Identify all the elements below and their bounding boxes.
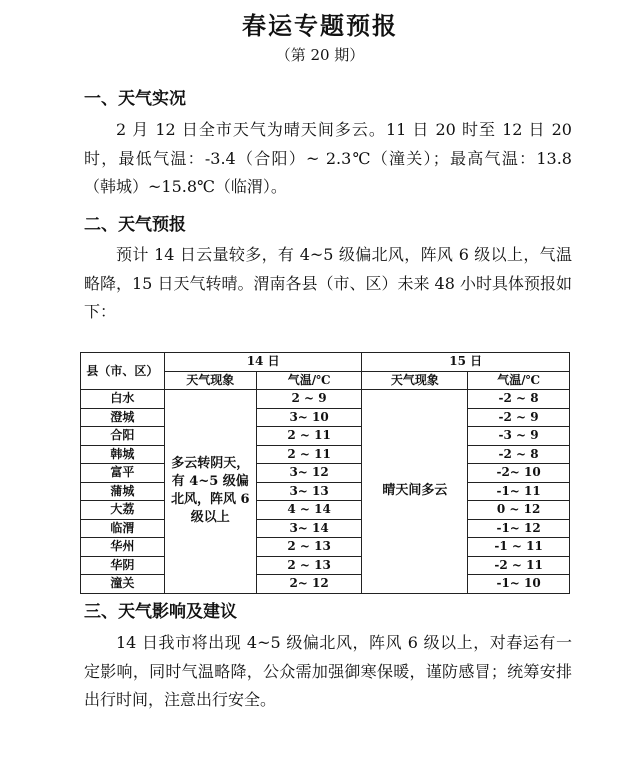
table-row bbox=[81, 575, 570, 594]
county-cell: 白水 bbox=[81, 390, 165, 409]
doc-title: 春运专题预报 bbox=[242, 12, 398, 40]
section-2-heading: 二、天气预报 bbox=[84, 215, 186, 235]
table-row bbox=[81, 556, 570, 575]
temp-15-cell: -1~ 12 bbox=[468, 519, 570, 538]
table-row bbox=[81, 501, 570, 520]
temp-14-cell: 2 ~ 11 bbox=[256, 427, 362, 446]
temp-15-cell: 0 ~ 12 bbox=[468, 501, 570, 520]
col-header-day14: 14 日 bbox=[164, 353, 362, 372]
county-cell: 富平 bbox=[81, 464, 165, 483]
table-body bbox=[81, 390, 570, 594]
table-row bbox=[81, 390, 570, 409]
temp-14-cell: 3~ 14 bbox=[256, 519, 362, 538]
temp-15-cell: -1~ 11 bbox=[468, 482, 570, 501]
section-3-body: 14 日我市将出现 4~5 级偏北风，阵风 6 级以上，对春运有一定影响，同时气温略降，公众需加强御寒保暖，谨防感冒；统筹安排出行时间，注意出行安全。 bbox=[84, 633, 572, 709]
temp-15-cell: -1~ 10 bbox=[468, 575, 570, 594]
county-cell: 蒲城 bbox=[81, 482, 165, 501]
col-header-temp-15: 气温/℃ bbox=[468, 371, 570, 390]
temp-15-cell: -2~ 10 bbox=[468, 464, 570, 483]
temp-14-cell: 2 ~ 11 bbox=[256, 445, 362, 464]
county-cell: 华州 bbox=[81, 538, 165, 557]
temp-14-cell: 3~ 13 bbox=[256, 482, 362, 501]
county-cell: 合阳 bbox=[81, 427, 165, 446]
col-header-weather-15: 天气现象 bbox=[362, 371, 468, 390]
col-header-county: 县（市、区） bbox=[81, 353, 165, 390]
section-2-body: 预计 14 日云量较多，有 4~5 级偏北风，阵风 6 级以上，气温略降，15 日天气转晴。渭南各县（市、区）未来 48 小时具体预报如下： bbox=[84, 245, 572, 321]
section-1-heading: 一、天气实况 bbox=[84, 89, 186, 109]
temp-15-cell: -3 ~ 9 bbox=[468, 427, 570, 446]
temp-14-cell: 2~ 12 bbox=[256, 575, 362, 594]
table-row bbox=[81, 408, 570, 427]
weather-14-cell: 多云转阴天，有 4~5 级偏北风，阵风 6 级以上 bbox=[164, 390, 256, 594]
county-cell: 华阴 bbox=[81, 556, 165, 575]
county-cell: 临渭 bbox=[81, 519, 165, 538]
temp-14-cell: 3~ 10 bbox=[256, 408, 362, 427]
temp-14-cell: 4 ~ 14 bbox=[256, 501, 362, 520]
col-header-weather-14: 天气现象 bbox=[164, 371, 256, 390]
section-1-body: 2 月 12 日全市天气为晴天间多云。11 日 20 时至 12 日 20 时，最低气温：-3.4（合阳）~ 2.3℃（潼关）；最高气温：13.8（韩城）~15.8℃（临渭）。 bbox=[84, 120, 572, 196]
temp-15-cell: -2 ~ 8 bbox=[468, 445, 570, 464]
table-row bbox=[81, 427, 570, 446]
table-row bbox=[81, 519, 570, 538]
col-header-temp-14: 气温/℃ bbox=[256, 371, 362, 390]
table-row bbox=[81, 464, 570, 483]
temp-14-cell: 3~ 12 bbox=[256, 464, 362, 483]
col-header-day15: 15 日 bbox=[362, 353, 570, 372]
county-cell: 澄城 bbox=[81, 408, 165, 427]
temp-14-cell: 2 ~ 13 bbox=[256, 538, 362, 557]
temp-15-cell: -2 ~ 11 bbox=[468, 556, 570, 575]
issue-number: （第 20 期） bbox=[275, 46, 365, 64]
temp-14-cell: 2 ~ 13 bbox=[256, 556, 362, 575]
forecast-table bbox=[80, 352, 570, 594]
weather-15-cell: 晴天间多云 bbox=[362, 390, 468, 594]
county-cell: 潼关 bbox=[81, 575, 165, 594]
county-cell: 韩城 bbox=[81, 445, 165, 464]
county-cell: 大荔 bbox=[81, 501, 165, 520]
temp-15-cell: -2 ~ 9 bbox=[468, 408, 570, 427]
table-row bbox=[81, 482, 570, 501]
table-row bbox=[81, 445, 570, 464]
temp-14-cell: 2 ~ 9 bbox=[256, 390, 362, 409]
temp-15-cell: -2 ~ 8 bbox=[468, 390, 570, 409]
table-row bbox=[81, 538, 570, 557]
section-3-heading: 三、天气影响及建议 bbox=[84, 602, 237, 622]
temp-15-cell: -1 ~ 11 bbox=[468, 538, 570, 557]
